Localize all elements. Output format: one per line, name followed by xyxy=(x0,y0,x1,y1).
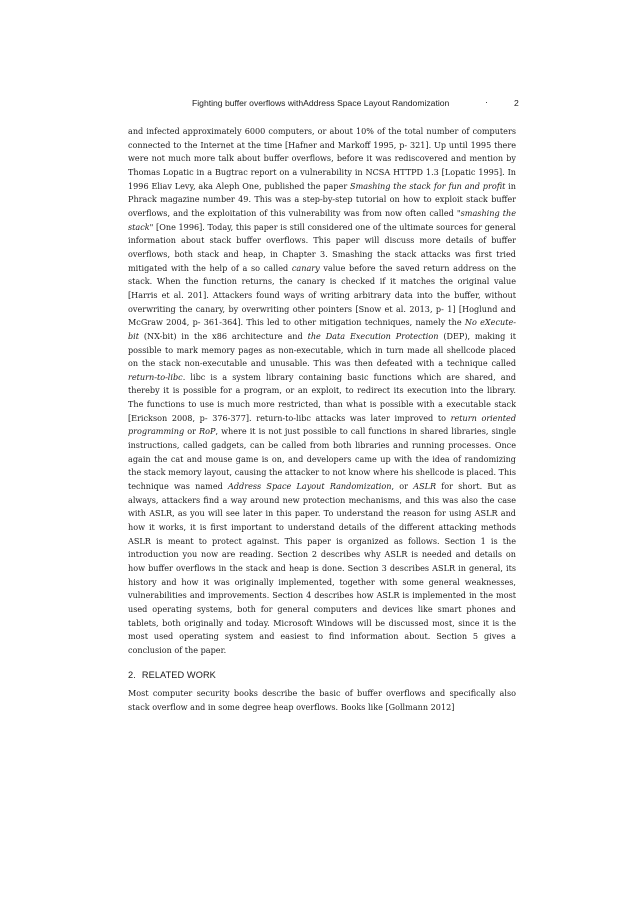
body-text xyxy=(128,125,516,715)
intro-text: (DEP), making it possible to mark memory pages as non-executable, which in turn made all shellcode placed on the stack non-executable and unusable. This was then defeated with a technique called xyxy=(128,330,517,369)
intro-text: , or xyxy=(391,481,414,492)
intro-paragraph xyxy=(128,125,516,658)
page-number: 2 xyxy=(514,98,519,108)
emphasis-canary: canary xyxy=(291,262,320,273)
emphasis-nx-bit: No eXecute-bit xyxy=(128,317,516,341)
emphasis-smashing-paper: Smashing the stack for fun and profit xyxy=(350,180,506,191)
intro-text: (NX-bit) in the x86 architecture and xyxy=(139,330,308,341)
running-title: Fighting buffer overflows withAddress Space Layout Randomization xyxy=(192,98,450,108)
emphasis-rop: RoP xyxy=(199,426,216,437)
section-heading xyxy=(128,669,516,683)
emphasis-return-to-libc: return-to-libc xyxy=(128,371,183,382)
emphasis-rop-full: return oriented programming xyxy=(128,412,516,437)
emphasis-aslr-full: Address Space Layout Randomization xyxy=(228,481,392,492)
emphasis-smashing-the-stack: "smashing the stack" xyxy=(128,207,516,232)
header-separator: · xyxy=(485,97,488,107)
emphasis-dep: the Data Execution Protection xyxy=(307,330,439,341)
intro-text: [One 1996]. Today, this paper is still considered one of the ultimate sources for general information about stack buffer overflows. This paper will discuss more details of buffer overflows, both stack and heap, in Chapter 3. Smashing the stack attacks was first tried mitigated with the help of a so called xyxy=(128,221,516,273)
intro-text: in Phrack magazine number 49. This was a step-by-step tutorial on how to exploit stack buffer overflows, and the exploitation of this vulnerability was from now often called xyxy=(128,180,516,218)
emphasis-aslr: ASLR xyxy=(413,481,437,492)
intro-text: . libc is a system library containing basic functions which are shared, and thereby it is possible for a program, or an exploit, to redirect its execution into the library. The functions to use is much more restricted, than what is possible with a executable stack [Erickson 2008, p- 376-377]. return-to-libc attacks was later improved to xyxy=(128,371,516,423)
intro-text: for short. But as always, attackers find a way around new protection mechanisms, and this was also the case with ASLR, as you will see later in this paper. To understand the reason for using ASLR and how it works, it is first important to understand details of the different attacking methods ASLR is meant to protect against. This paper is organized as follows. Section 1 is the introduction you now are reading. Section 2 describes why ASLR is needed and details on how buffer overflows in the stack and heap is done. Section 3 describes ASLR in general, its history and how it was originally implemented, together with some general weaknesses, vulnerabilities and improvements. Section 4 describes how ASLR is implemented in the most used operating systems, both for general computers and devices like smart phones and tablets, both originally and today. Microsoft Windows will be discussed most, since it is the most used operating system and easiest to find information about. Section 5 gives a conclusion of the paper. xyxy=(128,481,516,655)
section-number: 2. xyxy=(128,669,136,680)
running-header xyxy=(0,98,638,112)
section-title: RELATED WORK xyxy=(141,669,216,680)
intro-text: value before the saved return address on the stack. When the function returns, the canary is checked if it matches the original value [Harris et al. 201]. Attackers found ways of writing arbitrary data into the buffer, without overwriting the canary, by overwriting other pointers [Snow et al. 2013, p- 1] [Hoglund and McGraw 2004, p- 361-364]. This led to other mitigation techniques, namely the xyxy=(128,262,516,328)
intro-text: and infected approximately 6000 computers, or about 10% of the total number of computers connected to the Internet at the time [Hafner and Markoff 1995, p- 321]. Up until 1995 there were not much more talk about buffer overflows, before it was rediscovered and mention by Thomas Lopatic in a Bugtrac report on a vulnerability in NCSA HTTPD 1.3 [Lopatic 1995]. In 1996 Eliav Levy, aka Aleph One, published the paper xyxy=(128,126,516,191)
intro-text: or xyxy=(184,426,200,437)
section-paragraph: Most computer security books describe the basic of buffer overflows and specifically also stack overflow and in some degree heap overflows. Books like [Gollmann 2012] xyxy=(128,688,516,712)
intro-text: , where it is not just possible to call functions in shared libraries, single instructions, called gadgets, can be called from both libraries and running processes. Once again the cat and mouse game is on, and developers came up with the idea of randomizing the stack memory layout, causing the attacker to not know where his shellcode is placed. This technique was named xyxy=(128,426,516,492)
